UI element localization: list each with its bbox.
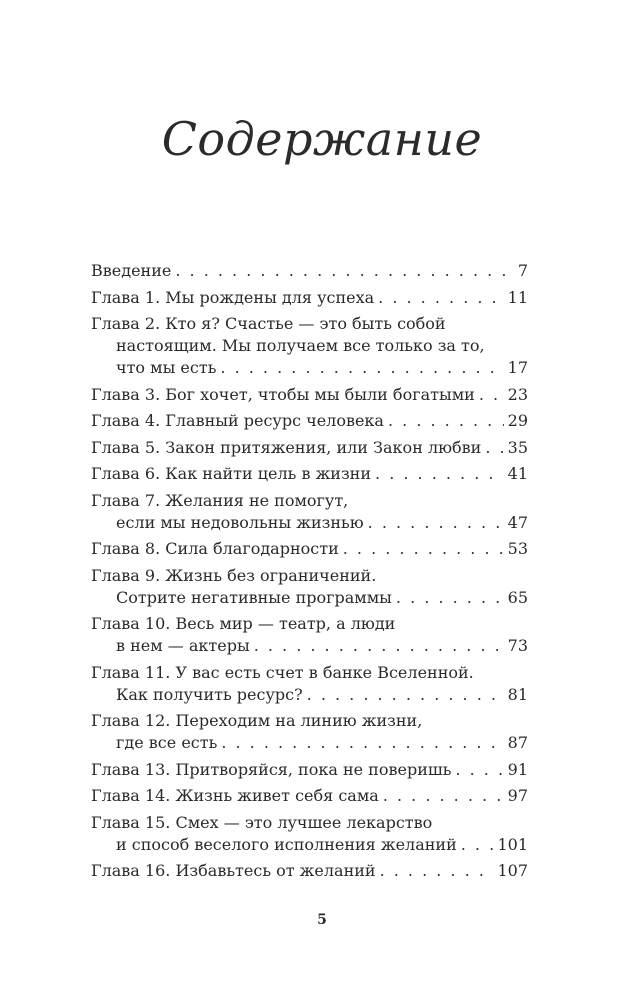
toc-entry-title: Глава 2. Кто я? Счастье — это быть собой [91,314,446,333]
toc-entry [91,812,528,856]
toc-line [91,710,528,732]
toc-line [91,538,528,560]
toc-entry [91,437,528,459]
toc-line [91,732,528,754]
toc-entry-title: Глава 4. Главный ресурс человека [91,411,384,430]
toc-line [91,384,528,406]
toc-line [91,357,528,379]
toc-entry-title: Глава 16. Избавьтесь от желаний [91,861,376,880]
toc-line [91,635,528,657]
toc-line [91,335,528,357]
dot-leader [175,260,512,282]
toc-entry [91,463,528,485]
toc-entry-title: Сотрите негативные программы [116,587,392,607]
toc-entry [91,538,528,560]
toc-page-number: 35 [507,437,528,457]
toc-line [91,490,528,512]
toc-page-number: 97 [507,786,528,805]
dot-leader [343,538,504,560]
dot-leader [455,759,503,781]
toc-entry-title: Глава 1. Мы рождены для успеха [91,287,375,307]
toc-entry [91,710,528,754]
toc-line [91,260,528,282]
toc-line [91,437,528,459]
toc-line [91,684,528,706]
toc-entry-title: Как получить ресурс? [116,684,303,704]
table-of-contents [91,260,528,887]
toc-page-number: 101 [497,834,528,854]
dot-leader [380,860,494,882]
toc-line [91,463,528,485]
dot-leader [254,635,504,657]
toc-entry [91,384,528,406]
toc-page-number: 65 [507,587,528,607]
toc-line [91,812,528,834]
toc-entry-title: Глава 9. Жизнь без ограничений. [91,565,377,585]
toc-page-number: 23 [507,384,528,404]
toc-entry-title: где все есть [116,733,218,752]
dot-leader [388,410,504,432]
toc-entry [91,613,528,657]
toc-entry-title: Глава 3. Бог хочет, чтобы мы были богатыми [91,384,475,404]
toc-page-number: 81 [507,684,528,704]
toc-line [91,834,528,856]
toc-entry [91,313,528,379]
toc-page-number: 17 [507,358,528,377]
dot-leader [307,684,504,706]
toc-page-number: 41 [507,464,528,483]
toc-line [91,565,528,587]
page-number: 5 [317,912,327,928]
toc-line [91,287,528,309]
toc-entry-title: Введение [91,261,172,280]
toc-page-number: 91 [507,759,528,779]
toc-entry [91,287,528,309]
toc-line [91,860,528,882]
toc-line [91,512,528,534]
toc-entry-title: Глава 10. Весь мир — театр, а люди [91,614,396,633]
toc-page-number: 53 [507,539,528,558]
toc-entry-title: Глава 6. Как найти цель в жизни [91,464,372,483]
toc-entry [91,759,528,781]
dot-leader [375,463,504,485]
toc-entry [91,785,528,807]
toc-page-number: 73 [507,636,528,655]
toc-page-number: 7 [517,261,528,280]
toc-line [91,759,528,781]
toc-entry [91,410,528,432]
toc-page-number: 11 [507,287,528,307]
toc-entry-title: настоящим. Мы получаем все только за то, [116,336,485,355]
toc-entry-title: если мы недовольны жизнью [116,512,364,532]
toc-entry [91,860,528,882]
dot-leader [461,834,494,856]
dot-leader [396,587,504,609]
toc-entry-title: Глава 15. Смех — это лучшее лекарство [91,812,433,832]
toc-entry-title: Глава 8. Сила благодарности [91,539,339,558]
dot-leader [368,512,504,534]
toc-entry [91,565,528,609]
toc-line [91,410,528,432]
toc-entry-title: и способ веселого исполнения желаний [116,834,457,854]
dot-leader [485,437,503,459]
toc-line [91,587,528,609]
dot-leader [378,287,503,309]
toc-entry-title: Глава 12. Переходим на линию жизни, [91,711,423,730]
toc-line [91,613,528,635]
dot-leader [479,384,504,406]
toc-entry-title: Глава 14. Жизнь живет себя сама [91,786,379,805]
toc-entry-title: Глава 13. Притворяйся, пока не поверишь [91,759,452,779]
toc-entry-title: в нем — актеры [116,636,250,655]
toc-entry-title: Глава 7. Желания не помогут, [91,490,349,510]
dot-leader [221,732,503,754]
dot-leader [220,357,503,379]
toc-entry-title: Глава 11. У вас есть счет в банке Вселенной. [91,662,474,682]
toc-page-number: 47 [507,512,528,532]
toc-line [91,785,528,807]
toc-entry [91,490,528,534]
toc-entry [91,662,528,706]
toc-page-number: 29 [507,411,528,430]
page-title: Содержание [161,112,483,166]
toc-page-number: 87 [507,733,528,752]
dot-leader [383,785,504,807]
toc-line [91,313,528,335]
toc-entry-title: что мы есть [116,358,217,377]
toc-entry-title: Глава 5. Закон притяжения, или Закон любви [91,437,482,457]
toc-line [91,662,528,684]
toc-page-number: 107 [497,861,528,880]
toc-entry [91,260,528,282]
